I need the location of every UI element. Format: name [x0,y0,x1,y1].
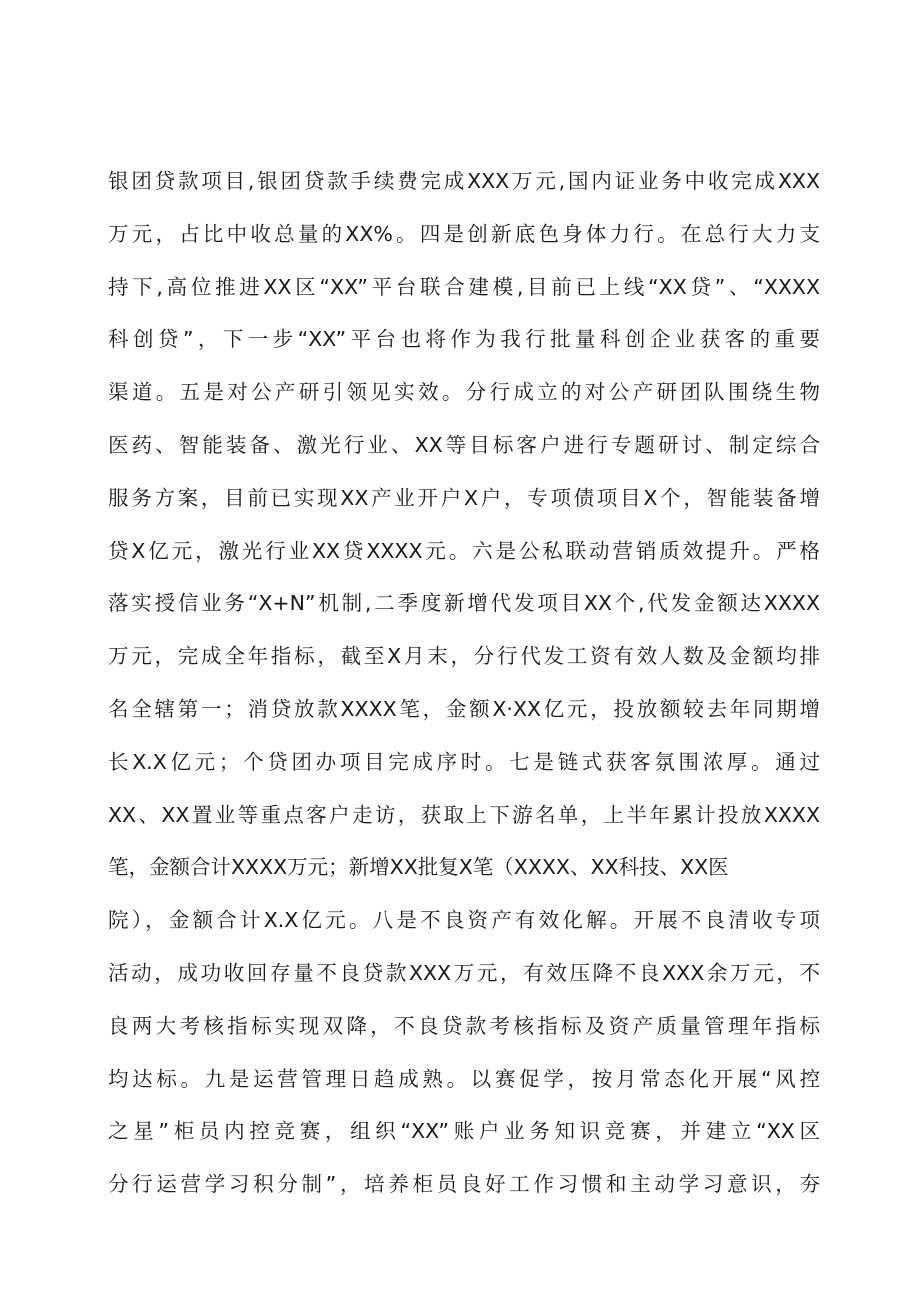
text-line: 分行运营学习积分制”，培养柜员良好工作习惯和主动学习意识，夯 [108,1172,820,1197]
text-line: 医药、智能装备、激光行业、XX等目标客户进行专题研讨、制定综合 [108,432,820,457]
text-line: 之星”柜员内控竞赛，组织“XX”账户业务知识竞赛，并建立“XX区 [108,1119,820,1144]
text-line: 持下,高位推进XX区“XX”平台联合建模,目前已上线“XX贷”、“XXXX [108,274,820,299]
text-line: 良两大考核指标实现双降，不良贷款考核指标及资产质量管理年指标 [108,1013,820,1038]
text-line: 院），金额合计X.X亿元。八是不良资产有效化解。开展不良清收专项 [108,908,820,933]
text-line: 科创贷”，下一步“XX”平台也将作为我行批量科创企业获客的重要 [108,327,820,352]
text-line: 长X.X亿元；个贷团办项目完成序时。七是链式获客氛围浓厚。通过 [108,749,820,774]
text-line: XX、XX置业等重点客户走访，获取上下游名单，上半年累计投放XXXX [108,802,820,827]
text-line: 银团贷款项目,银团贷款手续费完成XXX万元,国内证业务中收完成XXX [108,169,820,193]
text-line: 笔，金额合计XXXX万元；新增XX批复X笔（XXXX、XX科技、XX医 [108,855,729,880]
text-line: 贷X亿元，激光行业XX贷XXXX元。六是公私联动营销质效提升。严格 [108,538,820,563]
text-line: 服务方案，目前已实现XX产业开户X户，专项债项目X个，智能装备增 [108,485,820,510]
text-line: 渠道。五是对公产研引领见实效。分行成立的对公产研团队围绕生物 [108,380,820,405]
text-line: 落实授信业务“X+N”机制,二季度新增代发项目XX个,代发金额达XXXX [108,591,820,616]
body-paragraph [108,155,820,1211]
text-line: 均达标。九是运营管理日趋成熟。以赛促学，按月常态化开展“风控 [108,1066,820,1091]
text-line: 活动，成功收回存量不良贷款XXX万元，有效压降不良XXX余万元，不 [108,960,820,985]
text-line: 万元，完成全年指标，截至X月末，分行代发工资有效人数及金额均排 [108,644,820,669]
text-line: 万元，占比中收总量的XX%。四是创新底色身体力行。在总行大力支 [108,221,820,246]
text-line: 名全辖第一；消贷放款XXXX笔，金额X·XX亿元，投放额较去年同期增 [108,696,820,721]
